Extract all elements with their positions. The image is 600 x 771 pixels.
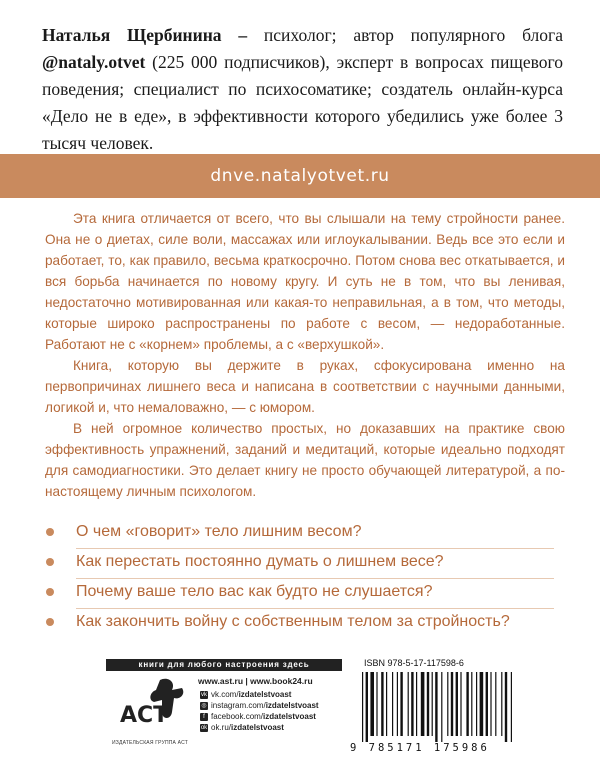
author-intro: психолог; автор популярного блога [247,25,563,45]
barcode-stripe [362,672,363,742]
odnoklassniki-icon: ok [200,724,208,731]
barcode-digits: 9 785171 175986 [350,742,490,754]
barcode-stripe [486,672,488,736]
website-url[interactable]: dnve.natalyotvet.ru [210,166,390,186]
logo-text: ACT [120,703,169,728]
barcode-stripe [400,672,402,736]
author-bio [42,22,563,157]
social-link-vk[interactable]: vk vk.com/ izdatelstvoast [201,690,292,699]
publisher-sites[interactable]: www.ast.ru | www.book24.ru [198,676,313,686]
barcode-stripe [376,672,377,736]
question-item: Как перестать постоянно думать о лишнем весе? [76,550,576,580]
question-list [76,520,576,640]
social-links [200,689,319,733]
author-rest: (225 000 подписчиков), эксперт в вопросах пищевого поведения; специалист по психосоматике; создатель онлайн-курса «Дело не в еде», в эффективности которого убедились уже более 3 тысяч человек. [42,52,563,153]
barcode-stripe [408,672,409,736]
isbn-number: ISBN 978-5-17-117598-6 [364,658,464,668]
barcode-stripe [466,672,468,736]
social-link-ok[interactable]: ok ok.ru/ izdatelstvoast [200,723,284,732]
barcode-stripe [370,672,374,736]
barcode-stripe [501,672,502,736]
author-handle: @nataly.otvet [42,52,146,72]
list-divider [76,578,554,579]
description-paragraph: В ней огромное количество простых, но доказавших на практике свою эффективность упражнений, заданий и медитаций, которые идеально подходят для самодиагностики. Это делает книгу не просто обучающей литературой, а по-настоящему личным психологом. [45,421,565,499]
barcode-stripe [505,672,507,742]
description-paragraph: Эта книга отличается от всего, что вы слышали на тему стройности ранее. Она не о диетах, силе воли, массажах или иглоукалывании. Ведь все это если и работает, то, как правило, весьма краткосрочно. Потом снова вес откатывается, и вся борьба начинается по новому кругу. И суть не в том, что вы ленивая, недостаточно мотивированная или какая-то неправильная, а в том, что методы, которые широко распространены по работе с весом, — недоработанные. Работают не с «корнем» проблемы, а с «верхушкой». [45,211,565,352]
barcode-stripe [456,672,458,736]
social-link-instagram[interactable]: ◎ instagram.com/ izdatelstvoast [201,701,319,710]
barcode-stripe [447,672,448,736]
barcode-stripe [381,672,383,736]
barcode-stripe [480,672,484,736]
barcode-stripe [511,672,512,742]
book-description [45,208,565,502]
barcode-stripe [435,672,437,742]
website-banner [0,154,600,198]
list-divider [76,608,554,609]
barcode-stripe [386,672,387,736]
barcode-stripe [416,672,417,736]
barcode-stripe [411,672,413,736]
barcode-icon [362,672,558,742]
ast-logo [116,676,188,738]
barcode-stripe [451,672,453,736]
barcode-stripe [476,672,477,736]
barcode-stripe [495,672,496,736]
instagram-icon: ◎ [201,702,207,709]
logo-caption: ИЗДАТЕЛЬСКАЯ ГРУППА АСТ [112,740,188,746]
publisher-tagline: книги для любого настроения здесь [106,659,342,671]
description-paragraph: Книга, которую вы держите в руках, сфокусирована именно на первопричинах лишнего веса и написана в соответствии с научными данными, логикой и, что немаловажно, — с юмором. [45,358,565,415]
list-divider [76,548,554,549]
barcode-stripe [397,672,398,736]
barcode-stripe [490,672,491,736]
question-item: Как закончить войну с собственным телом за стройность? [76,610,576,640]
author-name: Наталья Щербинина – [42,25,248,45]
barcode-stripe [432,672,433,736]
barcode-stripe [392,672,393,736]
barcode-stripe [427,672,429,736]
barcode-stripe [460,672,461,736]
facebook-icon: f [200,713,208,721]
barcode-block [348,656,560,760]
question-item: Почему ваше тело вас как будто не слушается? [76,580,576,610]
barcode-stripe [471,672,472,736]
vk-icon: vk [201,691,207,698]
barcode-stripe [366,672,368,742]
barcode-stripe [441,672,442,742]
question-item: О чем «говорит» тело лишним весом? [76,520,576,550]
social-link-facebook[interactable]: f facebook.com/ izdatelstvoast [200,711,319,722]
barcode-stripe [421,672,425,736]
